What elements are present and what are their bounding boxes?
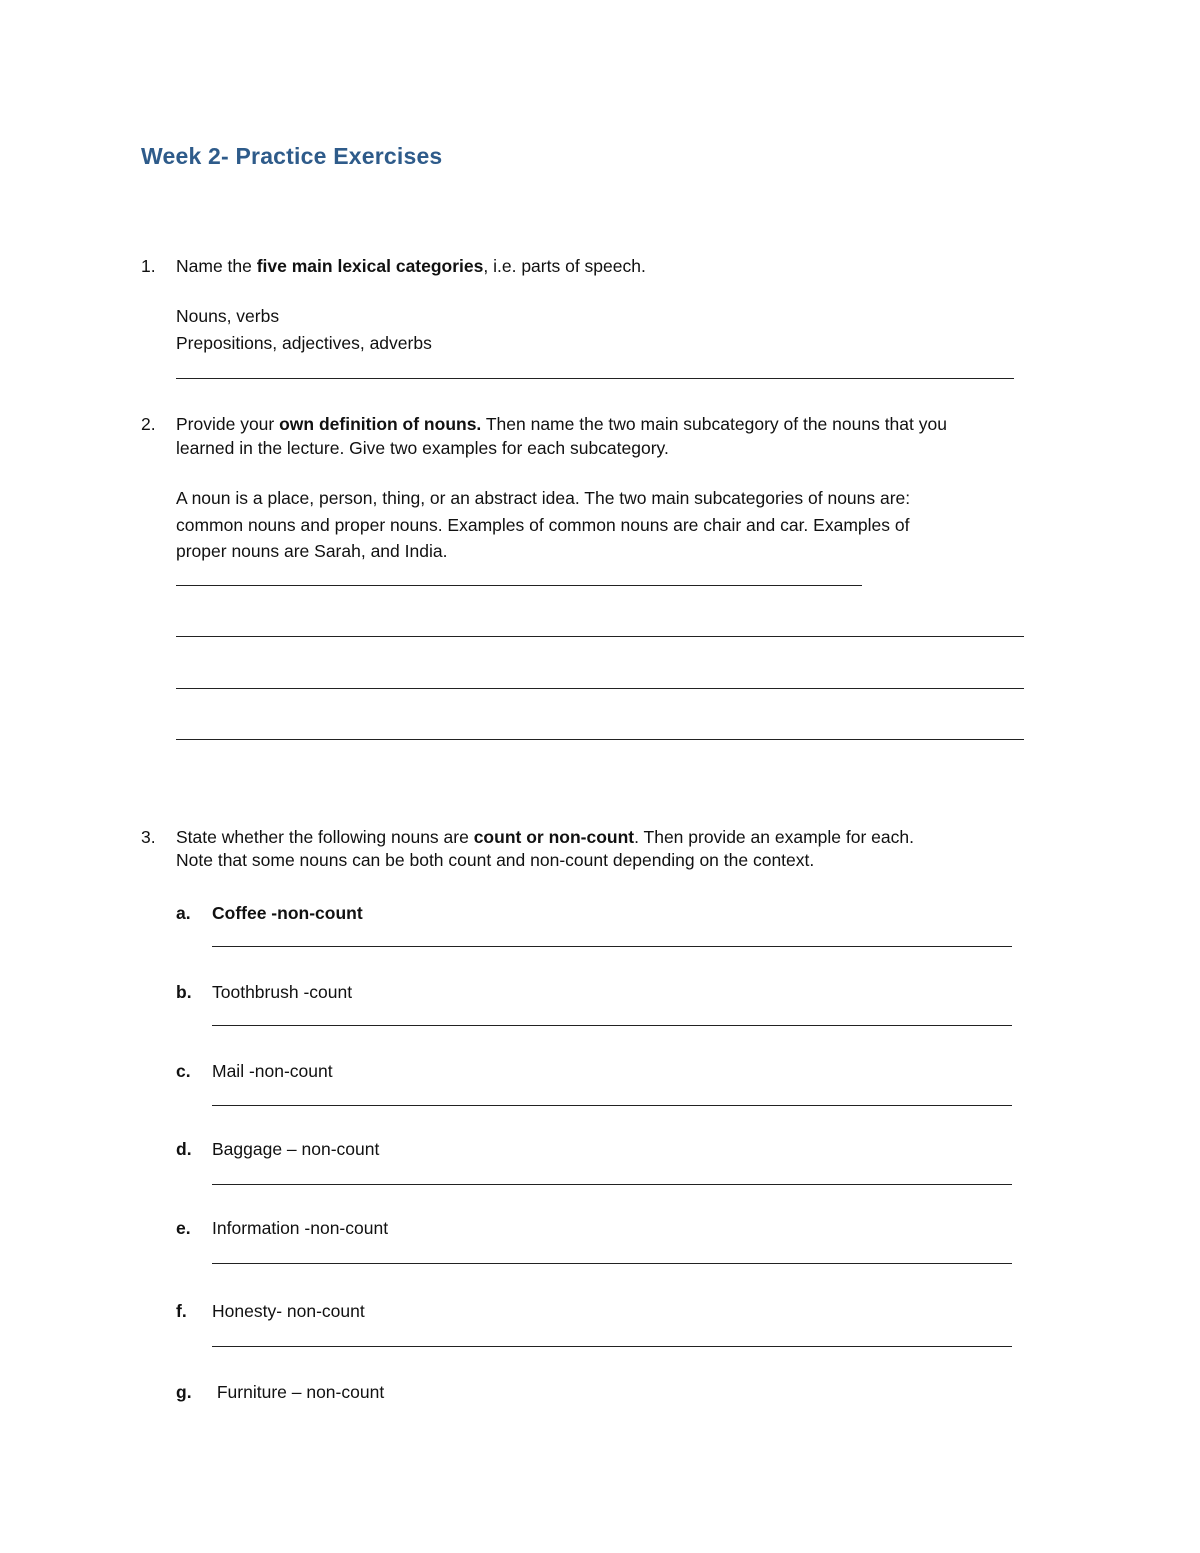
- question-2-prompt-post: Then name the two main subcategory of the nouns that you: [481, 414, 947, 434]
- item-text: Baggage – non-count: [212, 1139, 380, 1159]
- question-3-prompt-line-2: Note that some nouns can be both count and non-count depending on the context.: [176, 850, 815, 870]
- question-3-prompt-post: . Then provide an example for each.: [634, 827, 914, 847]
- question-2-answer-line-2: common nouns and proper nouns. Examples of common nouns are chair and car. Examples of: [176, 515, 910, 535]
- question-3-prompt-bold-noncount: non-count: [548, 827, 635, 847]
- answer-line: [212, 946, 1012, 947]
- question-3-prompt-mid: or: [521, 827, 549, 847]
- question-2-prompt: [176, 412, 947, 436]
- item-text: Furniture – non-count: [212, 1382, 385, 1402]
- answer-line: [176, 636, 1024, 637]
- question-2-answer-line-3: proper nouns are Sarah, and India.: [176, 541, 448, 561]
- item-letter: c.: [176, 1061, 191, 1081]
- question-2-prompt-pre: Provide your: [176, 414, 280, 434]
- page-title: Week 2- Practice Exercises: [141, 143, 443, 169]
- question-1-prompt: [176, 254, 646, 278]
- question-1-prompt-pre: Name the: [176, 256, 257, 276]
- item-letter: d.: [176, 1139, 192, 1159]
- question-2-answer-line-1: A noun is a place, person, thing, or an abstract idea. The two main subcategories of nouns are:: [176, 488, 911, 508]
- question-2-number: 2.: [141, 414, 156, 434]
- question-3-number: 3.: [141, 827, 156, 847]
- answer-line: [212, 1184, 1012, 1185]
- question-3-prompt: [176, 825, 914, 849]
- question-2-prompt-bold: own definition of nouns.: [279, 414, 482, 434]
- answer-line: [176, 688, 1024, 689]
- answer-line: [212, 1346, 1012, 1347]
- question-2-prompt-line-2: learned in the lecture. Give two examples for each subcategory.: [176, 438, 669, 458]
- item-text: Toothbrush -count: [212, 982, 353, 1002]
- answer-line: [212, 1263, 1012, 1264]
- question-1-answer-line-1: Nouns, verbs: [176, 306, 280, 326]
- question-3-prompt-pre: State whether the following nouns are: [176, 827, 474, 847]
- answer-line: [176, 739, 1024, 740]
- question-1-number: 1.: [141, 256, 156, 276]
- item-letter: g.: [176, 1382, 192, 1402]
- item-text: Honesty- non-count: [212, 1301, 365, 1321]
- item-letter: e.: [176, 1218, 191, 1238]
- question-3-prompt-bold-count: count: [473, 827, 522, 847]
- item-letter: f.: [176, 1301, 187, 1321]
- answer-line: [176, 378, 1014, 379]
- item-text: Mail -non-count: [212, 1061, 333, 1081]
- item-text: Information -non-count: [212, 1218, 389, 1238]
- answer-line: [212, 1105, 1012, 1106]
- item-text: Coffee -non-count: [212, 903, 363, 923]
- item-letter: b.: [176, 982, 192, 1002]
- answer-line: [212, 1025, 1012, 1026]
- question-1-answer-line-2: Prepositions, adjectives, adverbs: [176, 333, 432, 353]
- answer-line: [176, 585, 862, 586]
- question-1-prompt-post: , i.e. parts of speech.: [483, 256, 646, 276]
- item-letter: a.: [176, 903, 191, 923]
- question-1-prompt-bold: five main lexical categories: [256, 256, 484, 276]
